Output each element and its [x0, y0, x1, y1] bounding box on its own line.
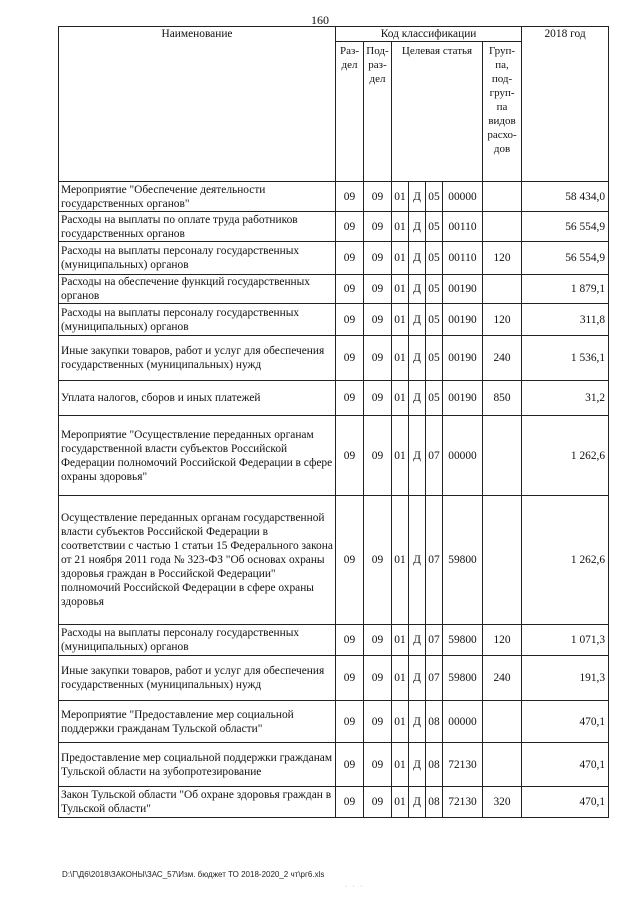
row-target-c2: Д [409, 304, 426, 336]
row-target-c1: 01 [392, 304, 409, 336]
row-amount: 311,8 [522, 304, 609, 336]
row-target-c4: 00190 [443, 381, 483, 416]
table-row [59, 242, 609, 275]
row-name: Расходы на выплаты персоналу государственных (муниципальных) органов [59, 625, 336, 656]
row-expense-group [483, 182, 522, 212]
row-podrazdel: 09 [364, 182, 392, 212]
row-target-c1: 01 [392, 212, 409, 242]
row-podrazdel: 09 [364, 625, 392, 656]
row-amount: 1 262,6 [522, 416, 609, 496]
row-podrazdel: 09 [364, 381, 392, 416]
table-row [59, 212, 609, 242]
table-row [59, 336, 609, 381]
row-target-c3: 05 [426, 182, 443, 212]
row-name: Расходы на выплаты по оплате труда работников государственных органов [59, 212, 336, 242]
row-target-c3: 08 [426, 701, 443, 743]
row-target-c3: 05 [426, 275, 443, 304]
row-name: Расходы на выплаты персоналу государственных (муниципальных) органов [59, 242, 336, 275]
row-podrazdel: 09 [364, 275, 392, 304]
row-target-c2: Д [409, 275, 426, 304]
row-name: Мероприятие "Предоставление мер социальной поддержки гражданам Тульской области" [59, 701, 336, 743]
header-subsection: Под-раз-дел [364, 42, 392, 182]
table-row [59, 787, 609, 818]
row-target-c1: 01 [392, 787, 409, 818]
table-row [59, 381, 609, 416]
row-target-c2: Д [409, 701, 426, 743]
row-razdel: 09 [336, 701, 364, 743]
row-target-c3: 07 [426, 625, 443, 656]
row-razdel: 09 [336, 496, 364, 625]
header-code-group: Код классификации [336, 27, 522, 42]
row-expense-group: 850 [483, 381, 522, 416]
row-name: Мероприятие "Осуществление переданных органам государственной власти субъектов Российской Федерации полномочий Российской Федерации в сфере охраны здоровья" [59, 416, 336, 496]
row-amount: 56 554,9 [522, 212, 609, 242]
row-name: Иные закупки товаров, работ и услуг для обеспечения государственных (муниципальных) нужд [59, 656, 336, 701]
row-razdel: 09 [336, 336, 364, 381]
row-amount: 1 879,1 [522, 275, 609, 304]
row-amount: 56 554,9 [522, 242, 609, 275]
row-expense-group [483, 416, 522, 496]
row-target-c2: Д [409, 242, 426, 275]
row-target-c4: 00000 [443, 416, 483, 496]
row-podrazdel: 09 [364, 242, 392, 275]
row-amount: 470,1 [522, 743, 609, 787]
row-target-c3: 05 [426, 212, 443, 242]
row-target-c4: 00190 [443, 336, 483, 381]
row-amount: 31,2 [522, 381, 609, 416]
row-target-c3: 07 [426, 656, 443, 701]
row-razdel: 09 [336, 182, 364, 212]
row-expense-group [483, 743, 522, 787]
scan-mark: · · · [345, 884, 364, 890]
row-name: Расходы на обеспечение функций государственных органов [59, 275, 336, 304]
row-target-c2: Д [409, 336, 426, 381]
table-row [59, 743, 609, 787]
header-section: Раз-дел [336, 42, 364, 182]
row-amount: 1 262,6 [522, 496, 609, 625]
row-target-c4: 59800 [443, 625, 483, 656]
row-target-c2: Д [409, 182, 426, 212]
table-row [59, 656, 609, 701]
row-target-c3: 05 [426, 304, 443, 336]
row-target-c2: Д [409, 212, 426, 242]
row-target-c4: 72130 [443, 787, 483, 818]
row-amount: 1 536,1 [522, 336, 609, 381]
row-target-c4: 59800 [443, 656, 483, 701]
row-target-c2: Д [409, 416, 426, 496]
row-amount: 58 434,0 [522, 182, 609, 212]
row-name: Иные закупки товаров, работ и услуг для обеспечения государственных (муниципальных) нужд [59, 336, 336, 381]
row-target-c2: Д [409, 625, 426, 656]
row-expense-group: 240 [483, 656, 522, 701]
table-row [59, 182, 609, 212]
row-name: Осуществление переданных органам государственной власти субъектов Российской Федерации в соответствии с частью 1 статьи 15 Федерального закона от 21 ноября 2011 года № 323-ФЗ "Об основах охраны здоровья граждан в Российской Федерации" полномочий Российской Федерации в сфере охраны здоровья [59, 496, 336, 625]
row-razdel: 09 [336, 416, 364, 496]
row-expense-group [483, 496, 522, 625]
row-amount: 191,3 [522, 656, 609, 701]
row-expense-group [483, 212, 522, 242]
row-amount: 1 071,3 [522, 625, 609, 656]
row-podrazdel: 09 [364, 787, 392, 818]
row-target-c3: 08 [426, 787, 443, 818]
row-razdel: 09 [336, 275, 364, 304]
row-target-c4: 72130 [443, 743, 483, 787]
row-target-c2: Д [409, 743, 426, 787]
row-name: Закон Тульской области "Об охране здоровья граждан в Тульской области" [59, 787, 336, 818]
row-target-c3: 05 [426, 381, 443, 416]
table-row [59, 275, 609, 304]
header-expense-group: Груп-па, под-груп-па видов расхо-дов [483, 42, 522, 182]
row-podrazdel: 09 [364, 743, 392, 787]
row-target-c4: 00110 [443, 242, 483, 275]
row-razdel: 09 [336, 743, 364, 787]
row-razdel: 09 [336, 656, 364, 701]
row-target-c3: 07 [426, 496, 443, 625]
row-target-c1: 01 [392, 656, 409, 701]
row-podrazdel: 09 [364, 212, 392, 242]
row-expense-group [483, 275, 522, 304]
row-name: Уплата налогов, сборов и иных платежей [59, 381, 336, 416]
row-target-c1: 01 [392, 182, 409, 212]
row-podrazdel: 09 [364, 701, 392, 743]
row-target-c1: 01 [392, 625, 409, 656]
row-razdel: 09 [336, 304, 364, 336]
header-name: Наименование [59, 27, 336, 182]
row-target-c1: 01 [392, 275, 409, 304]
row-target-c1: 01 [392, 242, 409, 275]
page-number: 160 [311, 13, 329, 27]
row-target-c2: Д [409, 496, 426, 625]
row-razdel: 09 [336, 242, 364, 275]
row-target-c2: Д [409, 656, 426, 701]
row-target-c4: 59800 [443, 496, 483, 625]
row-target-c4: 00190 [443, 304, 483, 336]
row-name: Предоставление мер социальной поддержки гражданам Тульской области на зубопротезирование [59, 743, 336, 787]
row-podrazdel: 09 [364, 336, 392, 381]
header-year: 2018 год [522, 27, 609, 182]
row-target-c3: 05 [426, 336, 443, 381]
row-target-c4: 00110 [443, 212, 483, 242]
row-target-c2: Д [409, 787, 426, 818]
row-razdel: 09 [336, 625, 364, 656]
row-expense-group: 120 [483, 242, 522, 275]
row-name: Мероприятие "Обеспечение деятельности государственных органов" [59, 182, 336, 212]
row-target-c3: 05 [426, 242, 443, 275]
table-body [59, 182, 609, 818]
table-row [59, 416, 609, 496]
row-expense-group [483, 701, 522, 743]
row-target-c3: 08 [426, 743, 443, 787]
row-podrazdel: 09 [364, 416, 392, 496]
row-target-c4: 00000 [443, 701, 483, 743]
row-target-c1: 01 [392, 381, 409, 416]
row-amount: 470,1 [522, 701, 609, 743]
row-expense-group: 120 [483, 304, 522, 336]
row-amount: 470,1 [522, 787, 609, 818]
row-podrazdel: 09 [364, 304, 392, 336]
header-target-article: Целевая статья [392, 42, 483, 182]
row-name: Расходы на выплаты персоналу государственных (муниципальных) органов [59, 304, 336, 336]
row-expense-group: 320 [483, 787, 522, 818]
row-target-c1: 01 [392, 743, 409, 787]
row-expense-group: 240 [483, 336, 522, 381]
file-path-footer: D:\Г\Д6\2018\ЗАКОНЫ\ЗАС_57\Изм. бюджет ТО 2018-2020_2 чт\рг6.xls [62, 870, 325, 879]
table-row [59, 701, 609, 743]
table-row [59, 625, 609, 656]
row-expense-group: 120 [483, 625, 522, 656]
row-podrazdel: 09 [364, 496, 392, 625]
row-target-c1: 01 [392, 336, 409, 381]
row-podrazdel: 09 [364, 656, 392, 701]
row-target-c4: 00000 [443, 182, 483, 212]
table-row [59, 304, 609, 336]
row-razdel: 09 [336, 381, 364, 416]
row-razdel: 09 [336, 787, 364, 818]
row-target-c4: 00190 [443, 275, 483, 304]
row-target-c1: 01 [392, 416, 409, 496]
row-target-c1: 01 [392, 496, 409, 625]
row-target-c3: 07 [426, 416, 443, 496]
row-target-c1: 01 [392, 701, 409, 743]
row-razdel: 09 [336, 212, 364, 242]
row-target-c2: Д [409, 381, 426, 416]
table-row [59, 496, 609, 625]
budget-table [58, 26, 609, 818]
